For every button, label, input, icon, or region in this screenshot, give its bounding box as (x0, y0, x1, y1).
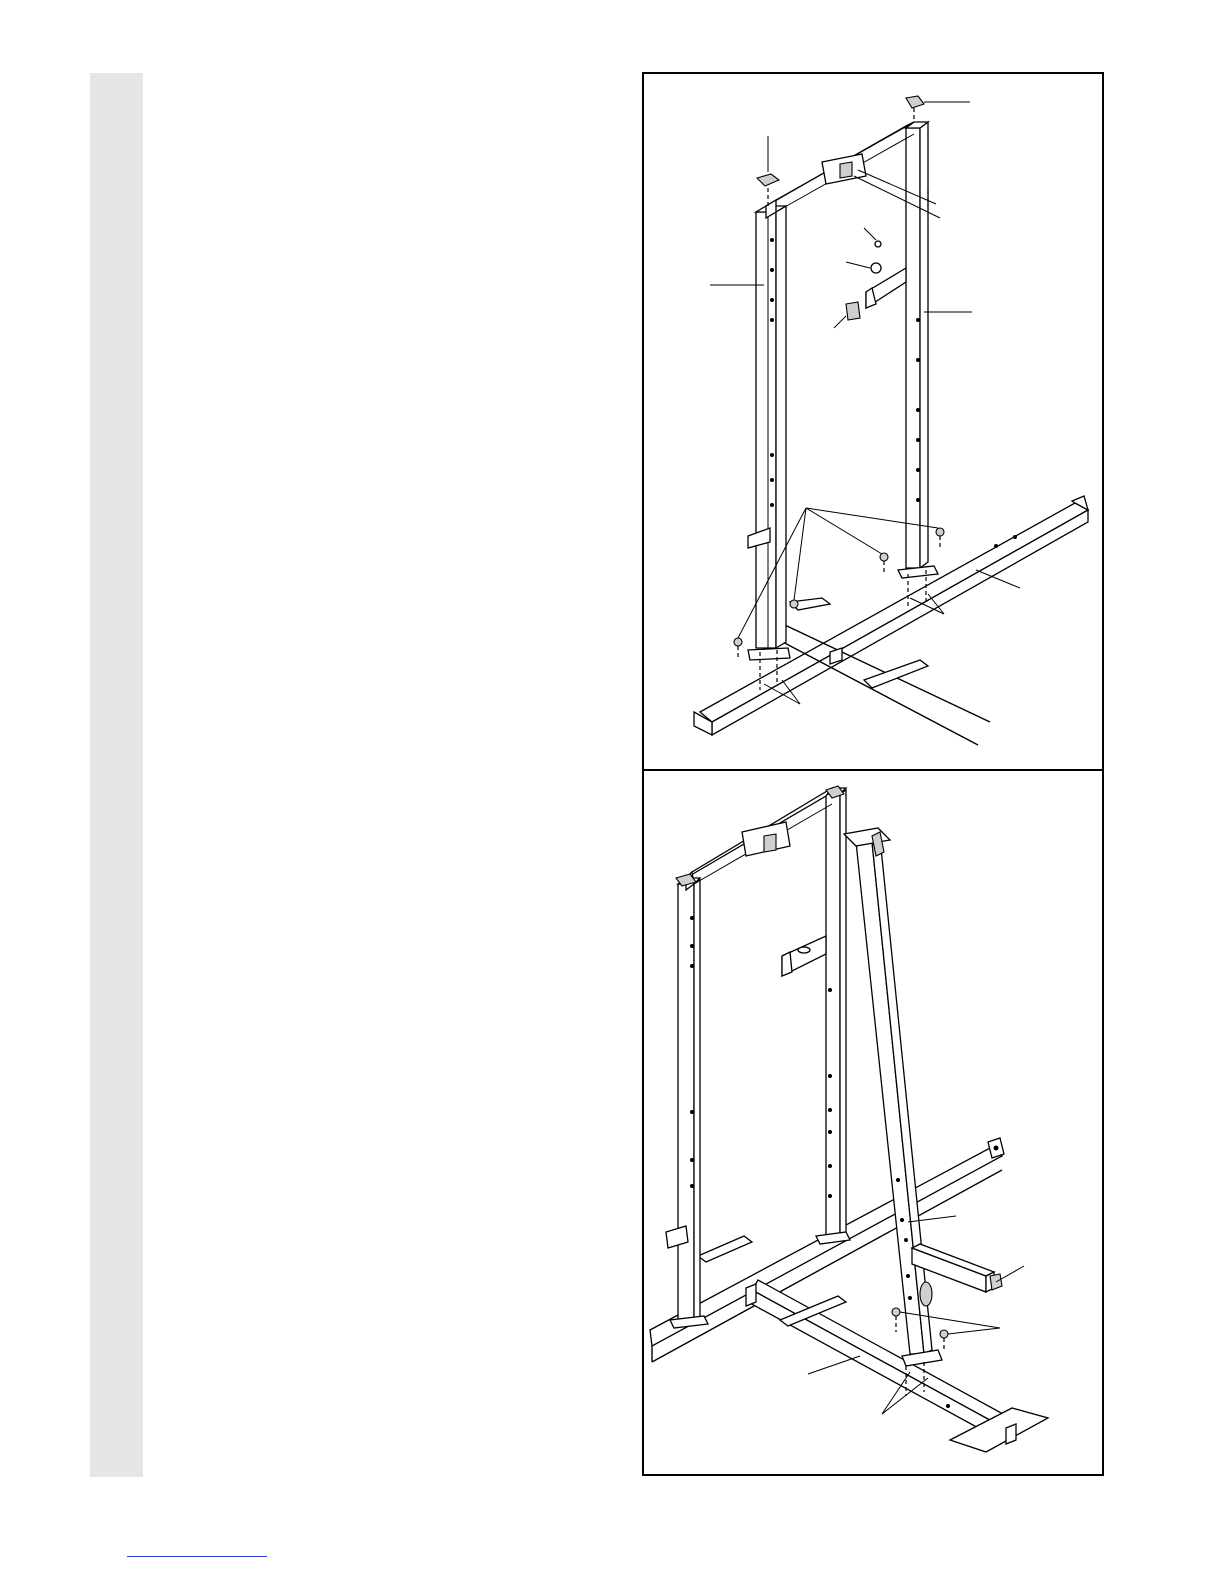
square-cap (846, 302, 860, 320)
left-upright (666, 878, 708, 1328)
bottom-assembly-figure (650, 786, 1048, 1452)
base-transverse-bar (748, 1280, 1048, 1452)
nut (734, 638, 742, 646)
bolt (875, 241, 881, 247)
nut (940, 1330, 948, 1338)
nut (790, 600, 798, 608)
footer-link-underline[interactable] (127, 1556, 267, 1557)
end-cap (906, 96, 924, 108)
stub-bar (866, 268, 906, 308)
center-bracket (746, 1284, 756, 1306)
left-upright (748, 206, 790, 660)
end-cap (757, 174, 779, 186)
top-crossbar (686, 788, 832, 890)
nut (936, 528, 944, 536)
base-plate (864, 660, 928, 688)
washer (871, 263, 881, 273)
top-crossbar (766, 122, 914, 218)
top-assembly-figure (694, 96, 1088, 745)
stub-bar (782, 936, 826, 976)
base-plate (698, 1236, 752, 1262)
right-upright (816, 788, 850, 1244)
nut (892, 1308, 900, 1316)
nut (880, 553, 888, 561)
